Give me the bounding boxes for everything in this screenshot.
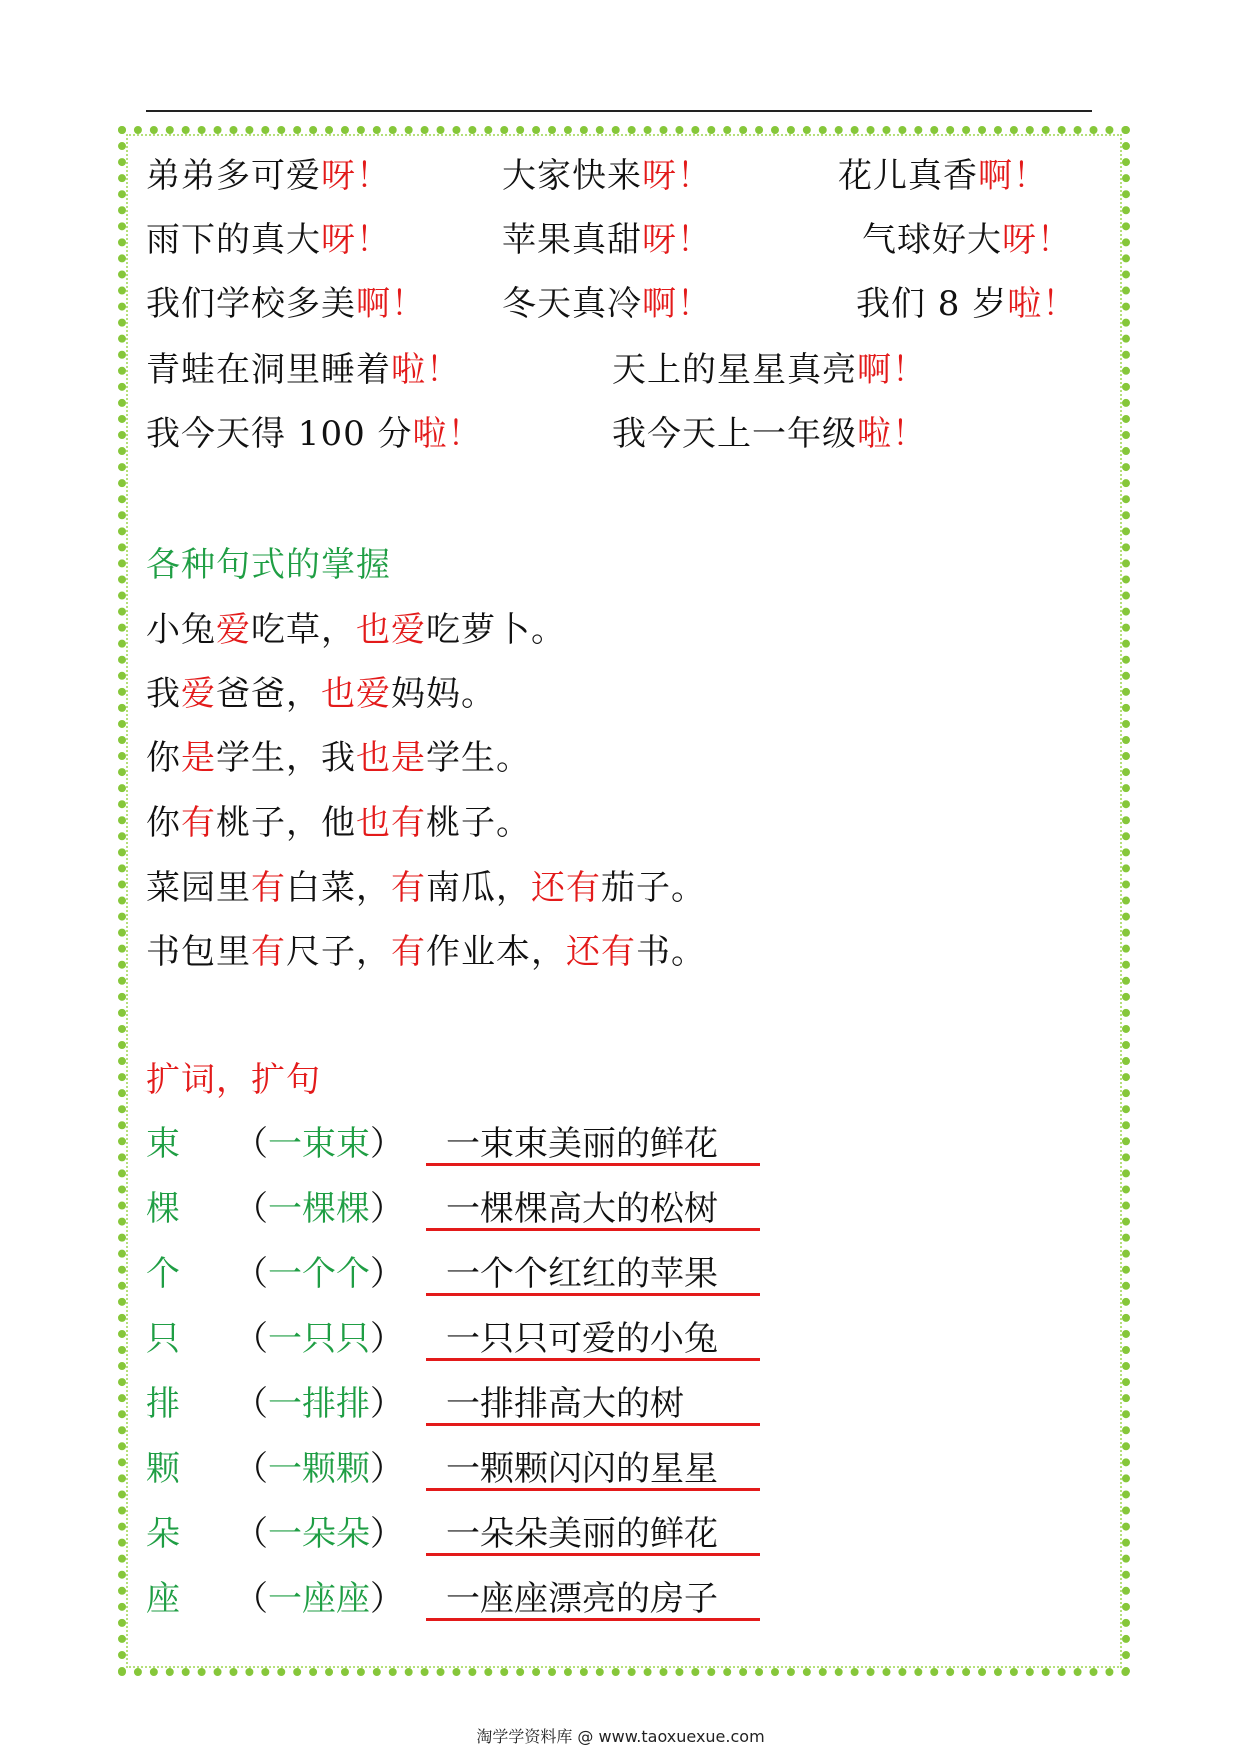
pattern-sentence: 你是学生，我也是学生。: [146, 738, 531, 778]
measure-word: 座: [146, 1579, 180, 1619]
reduplicated-phrase: （一棵棵）: [234, 1189, 404, 1229]
exclaim-sentence: 苹果真甜呀！: [502, 220, 712, 260]
expand-item: [146, 1514, 786, 1558]
reduplicated-phrase: （一排排）: [234, 1384, 404, 1424]
reduplicated-phrase: （一座座）: [234, 1579, 404, 1619]
pattern-sentence: 我爱爸爸，也爱妈妈。: [146, 674, 496, 714]
pattern-sentence: 菜园里有白菜，有南瓜，还有茄子。: [146, 868, 706, 908]
expand-item: [146, 1384, 786, 1428]
exclaim-sentence: 我们 8 岁啦！: [856, 284, 1078, 324]
measure-word: 束: [146, 1124, 180, 1164]
footer-watermark: 淘学学资料库 @ www.taoxuexue.com: [476, 1727, 765, 1746]
answer-underline: 一颗颗闪闪的星星: [426, 1449, 760, 1491]
pattern-sentence: 你有桃子，他也有桃子。: [146, 803, 531, 843]
exclaim-sentence: 青蛙在洞里睡着啦！: [146, 350, 461, 390]
exclaim-sentence: 弟弟多可爱呀！: [146, 156, 391, 196]
section-heading-expand: 扩词，扩句: [146, 1060, 321, 1100]
measure-word: 棵: [146, 1189, 180, 1229]
answer-underline: 一只只可爱的小兔: [426, 1319, 760, 1361]
measure-word: 个: [146, 1254, 180, 1294]
answer-underline: 一束束美丽的鲜花: [426, 1124, 760, 1166]
exclaim-sentence: 我们学校多美啊！: [146, 284, 426, 324]
exclaim-sentence: 天上的星星真亮啊！: [612, 350, 927, 390]
answer-underline: 一座座漂亮的房子: [426, 1579, 760, 1621]
reduplicated-phrase: （一朵朵）: [234, 1514, 404, 1554]
exclaim-sentence: 花儿真香啊！: [838, 156, 1048, 196]
exclaim-sentence: 雨下的真大呀！: [146, 220, 391, 260]
answer-underline: 一排排高大的树: [426, 1384, 760, 1426]
reduplicated-phrase: （一只只）: [234, 1319, 404, 1359]
reduplicated-phrase: （一束束）: [234, 1124, 404, 1164]
answer-underline: 一朵朵美丽的鲜花: [426, 1514, 760, 1556]
expand-item: [146, 1449, 786, 1493]
exclaim-sentence: 我今天得 100 分啦！: [146, 414, 483, 454]
measure-word: 排: [146, 1384, 180, 1424]
measure-word: 只: [146, 1319, 180, 1359]
exclaim-sentence: 我今天上一年级啦！: [612, 414, 927, 454]
exclaim-sentence: 大家快来呀！: [502, 156, 712, 196]
answer-underline: 一棵棵高大的松树: [426, 1189, 760, 1231]
measure-word: 朵: [146, 1514, 180, 1554]
reduplicated-phrase: （一个个）: [234, 1254, 404, 1294]
answer-underline: 一个个红红的苹果: [426, 1254, 760, 1296]
expand-item: [146, 1254, 786, 1298]
expand-item: [146, 1319, 786, 1363]
section-heading-sentence-patterns: 各种句式的掌握: [146, 545, 391, 585]
exclaim-sentence: 气球好大呀！: [862, 220, 1072, 260]
measure-word: 颗: [146, 1449, 180, 1489]
exclaim-sentence: 冬天真冷啊！: [502, 284, 712, 324]
expand-item: [146, 1189, 786, 1233]
pattern-sentence: 书包里有尺子，有作业本，还有书。: [146, 932, 706, 972]
expand-item: [146, 1124, 786, 1168]
reduplicated-phrase: （一颗颗）: [234, 1449, 404, 1489]
expand-item: [146, 1579, 786, 1623]
pattern-sentence: 小兔爱吃草，也爱吃萝卜。: [146, 610, 566, 650]
top-rule: [146, 110, 1092, 112]
